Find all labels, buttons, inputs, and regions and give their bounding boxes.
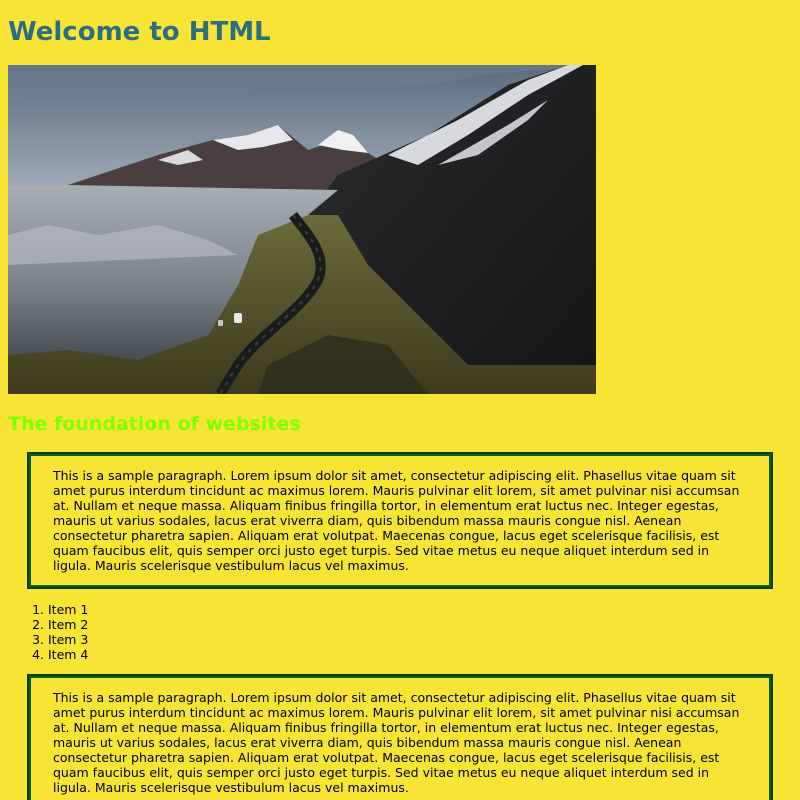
numbered-list [8,602,792,662]
list-item: 1. Item 1 [48,602,792,617]
landscape-image [8,65,596,394]
page-title: Welcome to HTML [8,17,271,47]
sample-paragraph-box [28,453,772,588]
list-item: 4. Item 4 [48,647,792,662]
paragraph-text: This is a sample paragraph. Lorem ipsum dolor sit amet, consectetur adipiscing elit. Phasellus vitae quam sit amet purus interdum tincidunt ac maximus lorem. Mauris pulvinar elit lorem, sit amet pulvinar nisi accumsan at. Nullam et neque massa. Aliquam finibus fringilla tortor, in elementum erat luctus nec. Integer egestas, mauris ut varius sodales, lacus erat viverra diam, quis bibendum massa mauris congue nisl. Aenean consectetur pharetra sapien. Aliquam erat volutpat. Maecenas congue, lacus eget scelerisque facilisis, est quam faucibus elit, quis semper orci justo eget turpis. Sed vitae metus eu neque aliquet interdum sed in ligula. Mauris scelerisque vestibulum lacus vel maximus. [53,468,740,573]
paragraph-text: This is a sample paragraph. Lorem ipsum dolor sit amet, consectetur adipiscing elit. Phasellus vitae quam sit amet purus interdum tincidunt ac maximus lorem. Mauris pulvinar elit lorem, sit amet pulvinar nisi accumsan at. Nullam et neque massa. Aliquam finibus fringilla tortor, in elementum erat luctus nec. Integer egestas, mauris ut varius sodales, lacus erat viverra diam, quis bibendum massa mauris congue nisl. Aenean consectetur pharetra sapien. Aliquam erat volutpat. Maecenas congue, lacus eget scelerisque facilisis, est quam faucibus elit, quis semper orci justo eget turpis. Sed vitae metus eu neque aliquet interdum sed in ligula. Mauris scelerisque vestibulum lacus vel maximus. [53,690,740,795]
list-item: 3. Item 3 [48,632,792,647]
list-item: 2. Item 2 [48,617,792,632]
sample-paragraph-box [28,675,772,800]
page-subtitle: The foundation of websites [8,413,301,435]
